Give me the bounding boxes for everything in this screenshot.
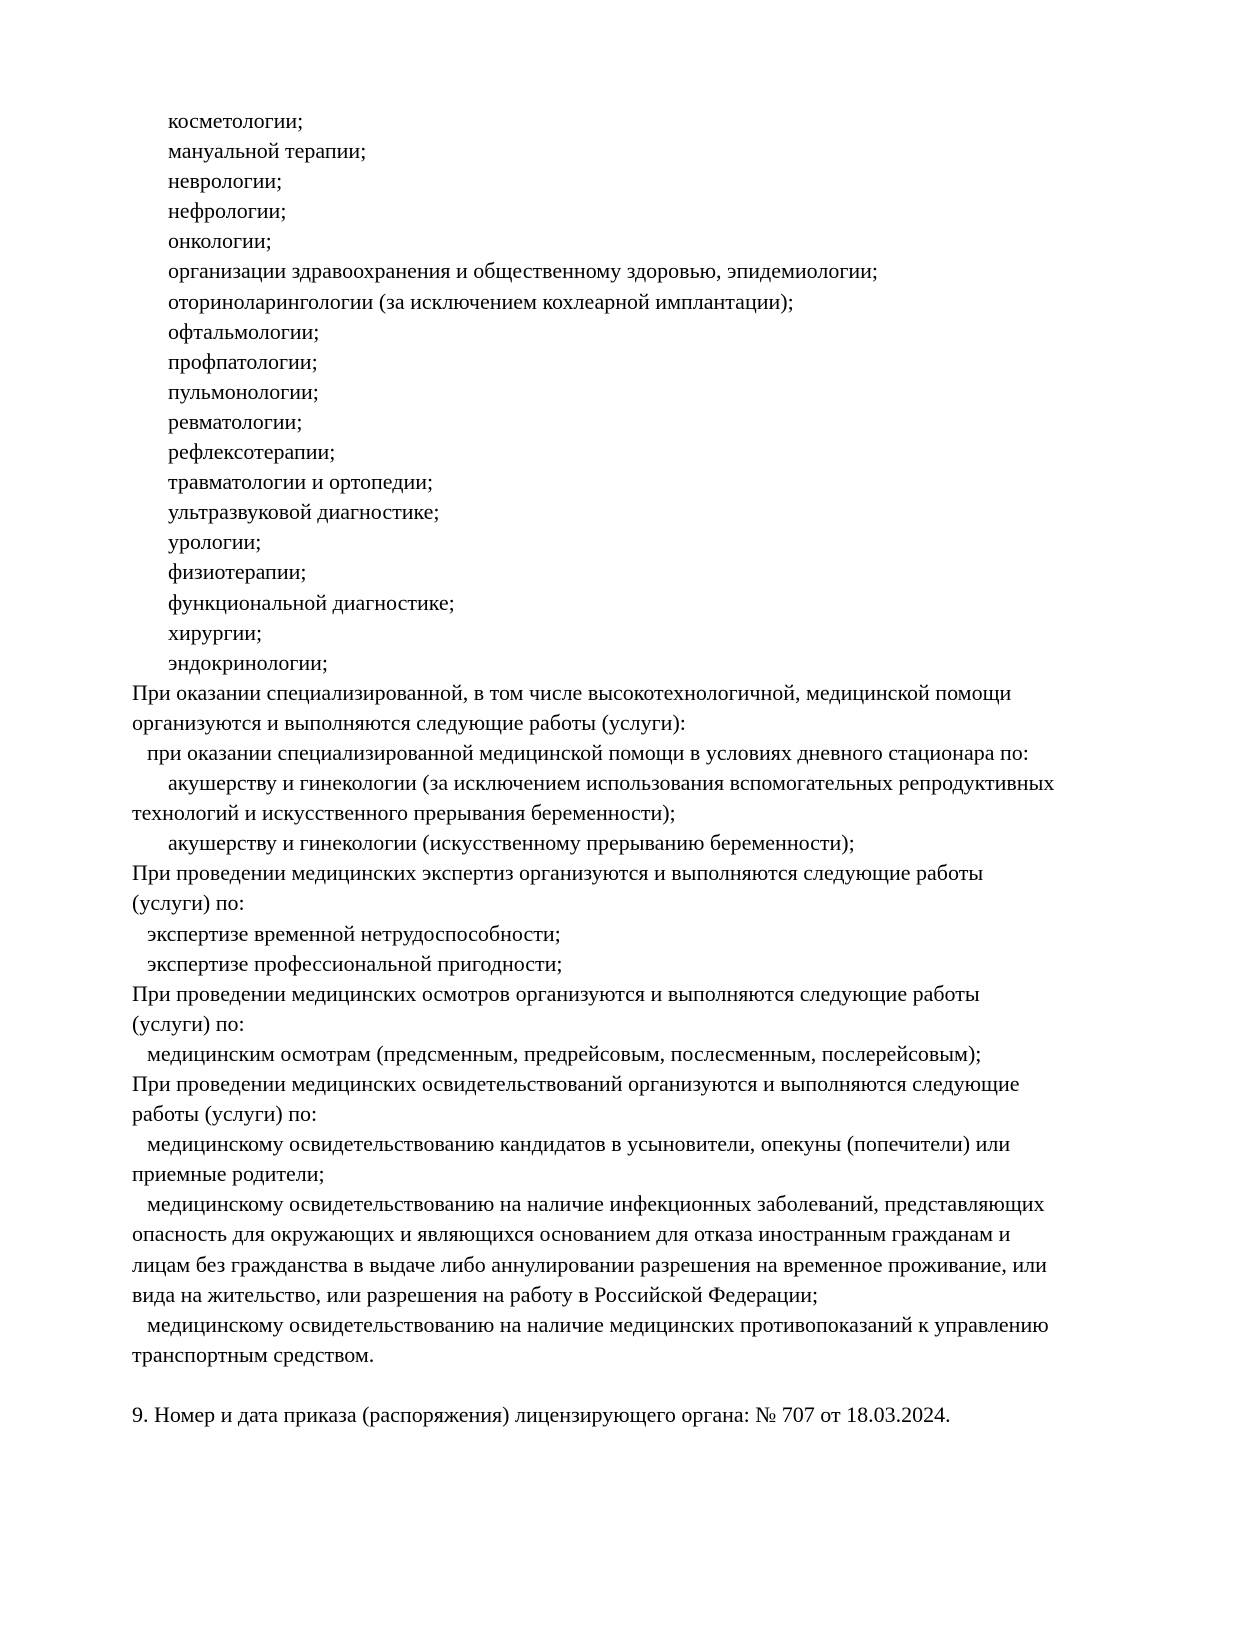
document-line: профпатологии; — [168, 348, 318, 374]
document-line: медицинскому освидетельствованию на наличие медицинских противопоказаний к управлению — [147, 1311, 1049, 1337]
document-line: технологий и искусственного прерывания беременности); — [132, 800, 676, 826]
document-line: (услуги) по: — [132, 1010, 245, 1036]
document-line: функциональной диагностике; — [168, 589, 455, 615]
document-line: При проведении медицинских экспертиз организуются и выполняются следующие работы — [132, 860, 984, 886]
document-line: медицинским осмотрам (предсменным, предрейсовым, послесменным, послерейсовым); — [147, 1040, 982, 1066]
document-line: При проведении медицинских осмотров организуются и выполняются следующие работы — [132, 980, 980, 1006]
document-line: работы (услуги) по: — [132, 1101, 318, 1127]
document-line: акушерству и гинекологии (за исключением использования вспомогательных репродуктивных — [168, 770, 1055, 796]
blank-line — [132, 1370, 1180, 1400]
document-line: ультразвуковой диагностике; — [168, 499, 440, 525]
document-line: медицинскому освидетельствованию на наличие инфекционных заболеваний, представляющих — [147, 1191, 1045, 1217]
document-line: (услуги) по: — [132, 890, 245, 916]
document-line: онкологии; — [168, 228, 272, 254]
document-line: акушерству и гинекологии (искусственному прерыванию беременности); — [168, 830, 855, 856]
document-line: опасность для окружающих и являющихся основанием для отказа иностранным гражданам и — [132, 1221, 1011, 1247]
document-line: лицам без гражданства в выдаче либо аннулировании разрешения на временное проживание, или — [132, 1251, 1047, 1277]
document-line: экспертизе профессиональной пригодности; — [147, 950, 563, 976]
document-line: при оказании специализированной медицинской помощи в условиях дневного стационара по: — [147, 739, 1029, 765]
document-line: транспортным средством. — [132, 1341, 375, 1367]
document-line: рефлексотерапии; — [168, 439, 336, 465]
document-line: физиотерапии; — [168, 559, 307, 585]
document-line: мануальной терапии; — [168, 138, 367, 164]
document-line: ревматологии; — [168, 408, 303, 434]
document-line: 9. Номер и дата приказа (распоряжения) лицензирующего органа: № 707 от 18.03.2024. — [132, 1402, 951, 1428]
document-line: урологии; — [168, 529, 262, 555]
document-line: травматологии и ортопедии; — [168, 469, 434, 495]
document-line: вида на жительство, или разрешения на работу в Российской Федерации; — [132, 1281, 819, 1307]
document-line: косметологии; — [168, 108, 304, 133]
document-line: нефрологии; — [168, 198, 287, 224]
document-line: организации здравоохранения и общественному здоровью, эпидемиологии; — [168, 258, 879, 284]
document-line: эндокринологии; — [168, 649, 329, 675]
document-line: оториноларингологии (за исключением кохлеарной имплантации); — [168, 288, 794, 314]
document-line: хирургии; — [168, 619, 263, 645]
document-text-block — [132, 106, 1180, 1430]
document-line: неврологии; — [168, 168, 283, 194]
document-line: приемные родители; — [132, 1161, 325, 1187]
document-line: При оказании специализированной, в том числе высокотехнологичной, медицинской помощи — [132, 679, 1012, 705]
document-line: организуются и выполняются следующие работы (услуги): — [132, 709, 686, 735]
document-line: экспертизе временной нетрудоспособности; — [147, 920, 561, 946]
document-line: пульмонологии; — [168, 378, 319, 404]
document-line: медицинскому освидетельствованию кандидатов в усыновители, опекуны (попечители) или — [147, 1131, 1011, 1157]
document-line: При проведении медицинских освидетельствований организуются и выполняются следующие — [132, 1071, 1020, 1096]
document-line: офтальмологии; — [168, 318, 320, 344]
